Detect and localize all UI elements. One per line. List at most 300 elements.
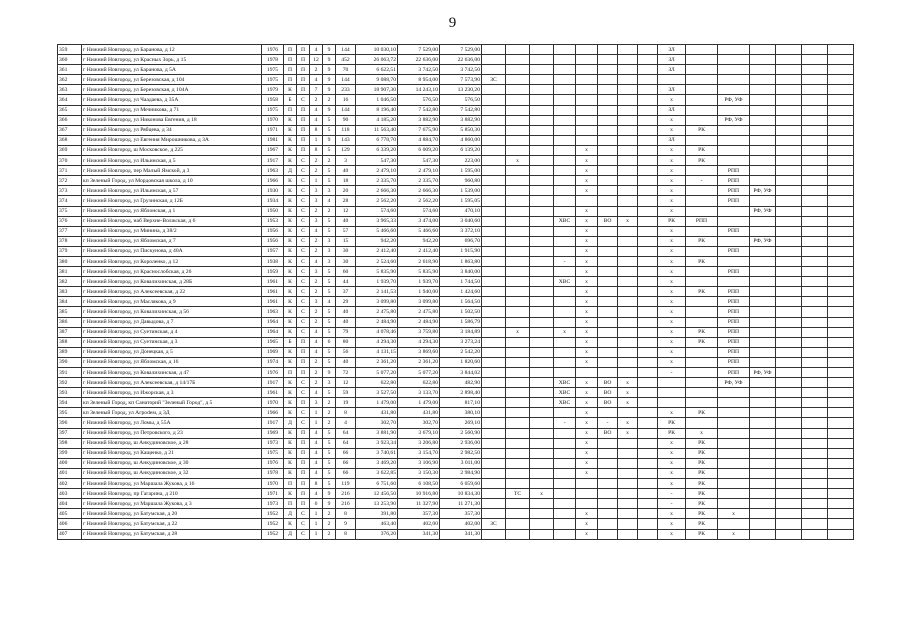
cell-wall: К [284, 468, 297, 478]
cell-c21: РФ, УФ [718, 115, 750, 125]
cell-c16 [598, 408, 618, 418]
cell-c20 [686, 206, 718, 216]
cell-c16 [598, 236, 618, 246]
cell-c13 [530, 327, 554, 337]
cell-c22 [750, 135, 776, 145]
cell-c14 [554, 75, 576, 85]
cell-floors: 4 [310, 489, 323, 499]
cell-type: П [297, 145, 310, 155]
cell-area-residential: 380,10 [440, 408, 482, 418]
cell-c11 [482, 499, 506, 509]
cell-c17 [618, 509, 638, 519]
cell-year: 1965 [262, 337, 284, 347]
cell-c14 [554, 357, 576, 367]
cell-c18 [638, 317, 658, 327]
cell-floors: 2 [310, 307, 323, 317]
cell-c16 [598, 156, 618, 166]
cell-floors: 8 [310, 125, 323, 135]
cell-c18 [638, 529, 658, 539]
cell-c24 [802, 75, 828, 85]
cell-c21: РПП [718, 297, 750, 307]
cell-address: г Нижний Новгород, ул Красных Зорь, д 15 [82, 55, 262, 65]
cell-address: г Нижний Новгород, ул Ильинская, д 5 [82, 156, 262, 166]
cell-c22 [750, 489, 776, 499]
cell-c22 [750, 246, 776, 256]
cell-c24 [802, 509, 828, 519]
cell-c18 [638, 55, 658, 65]
cell-c12 [506, 337, 530, 347]
cell-c17 [618, 267, 638, 277]
cell-c20: РК [686, 499, 718, 509]
cell-no: 404 [58, 499, 82, 509]
cell-type: П [297, 458, 310, 468]
cell-c16: ВО [598, 388, 618, 398]
cell-c20 [686, 347, 718, 357]
cell-entrances: 5 [323, 479, 336, 489]
cell-area-total: 3 469,20 [356, 458, 398, 468]
cell-c17 [618, 489, 638, 499]
cell-floors: 2 [310, 287, 323, 297]
table-row [58, 287, 854, 297]
cell-address: г Нижний Новгород, ул Краснослобская, д 26 [82, 267, 262, 277]
cell-c24 [802, 388, 828, 398]
cell-c24 [802, 519, 828, 529]
table-row [58, 216, 854, 226]
cell-c18 [638, 226, 658, 236]
cell-floors: 4 [310, 388, 323, 398]
cell-c23 [776, 448, 802, 458]
cell-c25 [828, 479, 854, 489]
cell-c12 [506, 307, 530, 317]
cell-floors: 4 [310, 75, 323, 85]
cell-area-total: 2 479,10 [356, 166, 398, 176]
table-row [58, 75, 854, 85]
table-row [58, 317, 854, 327]
cell-area-residential: 1 915,90 [440, 246, 482, 256]
cell-c21 [718, 206, 750, 216]
cell-c12 [506, 468, 530, 478]
cell-wall: П [284, 499, 297, 509]
table-row [58, 337, 854, 347]
cell-c15 [576, 95, 598, 105]
cell-c23 [776, 297, 802, 307]
cell-entrances: 9 [323, 65, 336, 75]
cell-c15: х [576, 428, 598, 438]
cell-c16 [598, 499, 618, 509]
cell-entrances: 9 [323, 105, 336, 115]
cell-no: 380 [58, 256, 82, 266]
cell-c13 [530, 499, 554, 509]
cell-c16 [598, 368, 618, 378]
cell-apartments: 66 [336, 448, 356, 458]
cell-wall: К [284, 378, 297, 388]
cell-c23 [776, 125, 802, 135]
cell-c17 [618, 206, 638, 216]
cell-area-residential: 1 595,05 [440, 196, 482, 206]
cell-area-residential: 3 184,89 [440, 327, 482, 337]
cell-address: г Нижний Новгород, ул Маршала Жукова, д 3 [82, 499, 262, 509]
cell-entrances: 5 [323, 226, 336, 236]
cell-entrances: 5 [323, 448, 336, 458]
cell-floors: 2 [310, 368, 323, 378]
cell-type: С [297, 226, 310, 236]
cell-c20 [686, 317, 718, 327]
cell-c16 [598, 196, 618, 206]
cell-c13 [530, 186, 554, 196]
cell-wall: К [284, 216, 297, 226]
cell-c23 [776, 327, 802, 337]
cell-c13 [530, 105, 554, 115]
cell-c19: х [658, 509, 686, 519]
cell-c23 [776, 55, 802, 65]
cell-c18 [638, 186, 658, 196]
cell-c16 [598, 468, 618, 478]
cell-c21 [718, 398, 750, 408]
cell-area-living: 6 009,20 [398, 145, 440, 155]
cell-c17 [618, 529, 638, 539]
cell-area-living: 14 243,10 [398, 85, 440, 95]
cell-area-residential: 1 502,50 [440, 307, 482, 317]
cell-area-total: 4 131,15 [356, 347, 398, 357]
cell-area-residential: 3 273,24 [440, 337, 482, 347]
cell-c22 [750, 337, 776, 347]
cell-floors: 4 [310, 105, 323, 115]
cell-c23 [776, 398, 802, 408]
cell-c17 [618, 115, 638, 125]
cell-c14 [554, 95, 576, 105]
cell-c17 [618, 176, 638, 186]
cell-address: г Нижний Новгород, пр Гагарина, д 210 [82, 489, 262, 499]
cell-area-total: 4 185,20 [356, 115, 398, 125]
cell-c23 [776, 378, 802, 388]
cell-c19: х [658, 115, 686, 125]
table-row [58, 519, 854, 529]
cell-c19: х [658, 408, 686, 418]
cell-floors: 1 [310, 529, 323, 539]
cell-c18 [638, 458, 658, 468]
cell-wall: К [284, 176, 297, 186]
cell-c20 [686, 378, 718, 388]
cell-year: 1952 [262, 519, 284, 529]
cell-entrances: 2 [323, 408, 336, 418]
cell-area-living: 4 294,30 [398, 337, 440, 347]
cell-c20 [686, 135, 718, 145]
cell-c15: х [576, 267, 598, 277]
cell-c12 [506, 186, 530, 196]
cell-c12 [506, 519, 530, 529]
cell-c23 [776, 156, 802, 166]
cell-apartments: 233 [336, 85, 356, 95]
cell-type: С [297, 418, 310, 428]
cell-area-living: 2 475,80 [398, 307, 440, 317]
cell-c18 [638, 519, 658, 529]
cell-floors: 2 [310, 378, 323, 388]
cell-c12 [506, 438, 530, 448]
cell-c11 [482, 317, 506, 327]
cell-c11 [482, 337, 506, 347]
cell-wall: Д [284, 418, 297, 428]
cell-c11 [482, 327, 506, 337]
cell-type: С [297, 287, 310, 297]
cell-c14 [554, 408, 576, 418]
cell-area-living: 2 335,70 [398, 176, 440, 186]
cell-apartments: 9 [336, 519, 356, 529]
cell-c15: х [576, 327, 598, 337]
cell-area-residential: 1 424,60 [440, 287, 482, 297]
cell-c19: х [658, 236, 686, 246]
cell-c14: - [554, 418, 576, 428]
cell-wall: К [284, 448, 297, 458]
cell-c11 [482, 216, 506, 226]
cell-area-living: 3 206,80 [398, 438, 440, 448]
cell-c21 [718, 458, 750, 468]
cell-c25 [828, 145, 854, 155]
cell-c16 [598, 337, 618, 347]
cell-area-residential: 1 564,50 [440, 297, 482, 307]
cell-year: 1976 [262, 368, 284, 378]
cell-type: С [297, 327, 310, 337]
cell-area-living: 2 562,20 [398, 196, 440, 206]
cell-c24 [802, 458, 828, 468]
cell-c17 [618, 458, 638, 468]
cell-c18 [638, 388, 658, 398]
cell-wall: К [284, 85, 297, 95]
cell-c13 [530, 45, 554, 55]
cell-c24 [802, 418, 828, 428]
cell-apartments: 452 [336, 55, 356, 65]
cell-c16 [598, 529, 618, 539]
cell-c23 [776, 145, 802, 155]
cell-entrances: 9 [323, 85, 336, 95]
cell-address: г Нижний Новгород, ул Алексеевская, д 22 [82, 287, 262, 297]
cell-apartments: 64 [336, 428, 356, 438]
cell-type: П [297, 115, 310, 125]
cell-c13 [530, 368, 554, 378]
cell-area-total: 3 923,34 [356, 438, 398, 448]
table-row [58, 115, 854, 125]
cell-area-total: 2 412,40 [356, 246, 398, 256]
cell-c17 [618, 287, 638, 297]
cell-c21 [718, 145, 750, 155]
cell-c15: х [576, 458, 598, 468]
cell-c19: х [658, 256, 686, 266]
cell-c25 [828, 156, 854, 166]
cell-area-living: 3 679,10 [398, 428, 440, 438]
cell-c11: ЗС [482, 519, 506, 529]
cell-c20 [686, 75, 718, 85]
cell-c17 [618, 85, 638, 95]
cell-c19: - [658, 368, 686, 378]
table-row [58, 357, 854, 367]
cell-year: 1952 [262, 529, 284, 539]
cell-area-total: 431,80 [356, 408, 398, 418]
cell-wall: Д [284, 529, 297, 539]
cell-c17 [618, 226, 638, 236]
cell-c24 [802, 398, 828, 408]
cell-c17 [618, 236, 638, 246]
cell-c18 [638, 428, 658, 438]
cell-entrances: 2 [323, 519, 336, 529]
cell-c17: х [618, 388, 638, 398]
cell-area-residential: 1 820,60 [440, 357, 482, 367]
cell-area-total: 2 361,20 [356, 357, 398, 367]
table-row [58, 55, 854, 65]
cell-c13 [530, 448, 554, 458]
cell-c17 [618, 448, 638, 458]
cell-c12 [506, 297, 530, 307]
cell-c23 [776, 95, 802, 105]
cell-c13 [530, 398, 554, 408]
cell-type: П [297, 85, 310, 95]
cell-c15: х [576, 398, 598, 408]
cell-c24 [802, 115, 828, 125]
cell-area-total: 2 562,20 [356, 196, 398, 206]
cell-area-residential: 817,10 [440, 398, 482, 408]
cell-c22 [750, 357, 776, 367]
cell-c19: РК [658, 216, 686, 226]
cell-c19: х [658, 226, 686, 236]
cell-c24 [802, 55, 828, 65]
cell-c12 [506, 105, 530, 115]
cell-type: С [297, 509, 310, 519]
cell-c12 [506, 145, 530, 155]
cell-c14 [554, 135, 576, 145]
cell-area-residential: 3 844,02 [440, 368, 482, 378]
cell-wall: К [284, 327, 297, 337]
cell-entrances: 3 [323, 256, 336, 266]
cell-c19: х [658, 176, 686, 186]
cell-address: г Нижний Новгород, ул Ковалихинская, д 47 [82, 368, 262, 378]
cell-floors: 8 [310, 145, 323, 155]
cell-c16 [598, 206, 618, 216]
cell-no: 378 [58, 236, 82, 246]
cell-c17 [618, 55, 638, 65]
cell-c11 [482, 145, 506, 155]
cell-c24 [802, 135, 828, 145]
cell-c17 [618, 135, 638, 145]
cell-area-living: 402,00 [398, 519, 440, 529]
cell-apartments: 19 [336, 398, 356, 408]
cell-wall: Д [284, 509, 297, 519]
cell-c13 [530, 145, 554, 155]
cell-c21: РПП [718, 196, 750, 206]
cell-c14 [554, 186, 576, 196]
cell-c16 [598, 287, 618, 297]
cell-area-residential: 2 982,50 [440, 448, 482, 458]
cell-apartments: 144 [336, 75, 356, 85]
cell-type: С [297, 176, 310, 186]
cell-c11 [482, 287, 506, 297]
cell-c24 [802, 489, 828, 499]
cell-floors: 2 [310, 357, 323, 367]
cell-c15: х [576, 519, 598, 529]
cell-c20: РК [686, 408, 718, 418]
cell-c24 [802, 438, 828, 448]
cell-address: кп Зеленый Город, ул Мордовская школа, д 10 [82, 176, 262, 186]
cell-c18 [638, 267, 658, 277]
cell-address: г Нижний Новгород, ул Алексеевская, д 14/17Б [82, 378, 262, 388]
cell-type: С [297, 156, 310, 166]
cell-area-residential: 2 898,40 [440, 388, 482, 398]
cell-entrances: 5 [323, 438, 336, 448]
cell-c18 [638, 509, 658, 519]
cell-c16 [598, 115, 618, 125]
cell-c18 [638, 236, 658, 246]
cell-area-total: 3 965,33 [356, 216, 398, 226]
cell-c15: х [576, 176, 598, 186]
cell-area-total: 8 196,40 [356, 105, 398, 115]
cell-c20: РК [686, 529, 718, 539]
cell-no: 372 [58, 176, 82, 186]
cell-c20: РК [686, 509, 718, 519]
cell-entrances: 5 [323, 267, 336, 277]
cell-c16 [598, 327, 618, 337]
cell-c17 [618, 95, 638, 105]
cell-address: г Нижний Новгород, ш Анкудиновское, д 32 [82, 468, 262, 478]
cell-no: 379 [58, 246, 82, 256]
cell-c16 [598, 489, 618, 499]
cell-c14 [554, 287, 576, 297]
cell-c15: х [576, 206, 598, 216]
cell-area-residential: 1 595,00 [440, 166, 482, 176]
cell-floors: 4 [310, 327, 323, 337]
cell-apartments: 8 [336, 408, 356, 418]
table-row [58, 267, 854, 277]
cell-c20 [686, 115, 718, 125]
cell-c16 [598, 65, 618, 75]
cell-c24 [802, 85, 828, 95]
cell-address: г Нижний Новгород, ул Суетинская, д 4 [82, 327, 262, 337]
cell-area-total: 2 524,60 [356, 256, 398, 266]
cell-c12 [506, 125, 530, 135]
cell-floors: 4 [310, 468, 323, 478]
cell-c11 [482, 368, 506, 378]
cell-c17 [618, 468, 638, 478]
table-row [58, 378, 854, 388]
cell-area-residential: 223,00 [440, 156, 482, 166]
cell-c23 [776, 196, 802, 206]
cell-entrances: 5 [323, 176, 336, 186]
cell-c13 [530, 196, 554, 206]
cell-entrances: 9 [323, 75, 336, 85]
cell-c13 [530, 95, 554, 105]
cell-c12 [506, 75, 530, 85]
cell-no: 382 [58, 277, 82, 287]
cell-apartments: 30 [336, 256, 356, 266]
cell-c17 [618, 75, 638, 85]
cell-c20: РК [686, 458, 718, 468]
cell-address: г Нижний Новгород, ул Кащенко, д 21 [82, 448, 262, 458]
cell-address: г Нижний Новгород, ул Грузинская, д 12Б [82, 196, 262, 206]
cell-c14 [554, 458, 576, 468]
cell-no: 387 [58, 327, 82, 337]
cell-year: 1975 [262, 65, 284, 75]
cell-c23 [776, 256, 802, 266]
table-row [58, 166, 854, 176]
cell-c24 [802, 277, 828, 287]
cell-c15: х [576, 256, 598, 266]
cell-c11 [482, 479, 506, 489]
cell-c18 [638, 105, 658, 115]
cell-address: г Нижний Новгород, ул Ломы, д 55А [82, 418, 262, 428]
cell-c22 [750, 196, 776, 206]
cell-c11 [482, 458, 506, 468]
cell-c18 [638, 378, 658, 388]
page-number: 9 [448, 15, 457, 31]
cell-area-total: 9 088,70 [356, 75, 398, 85]
cell-c21: РПП [718, 357, 750, 367]
cell-c25 [828, 509, 854, 519]
